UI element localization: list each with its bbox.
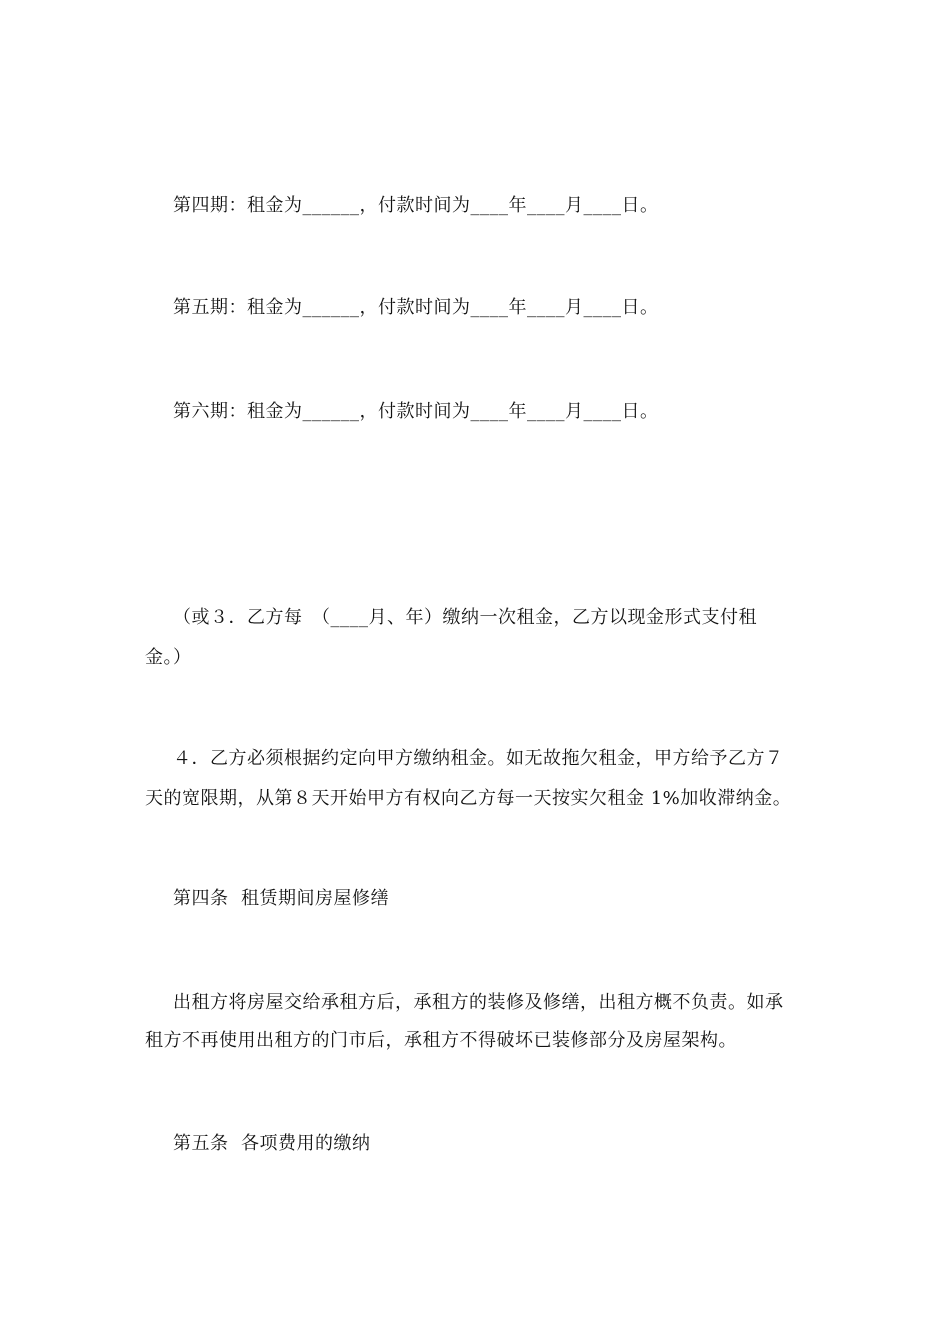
payment-period-6: 第六期：租金为______，付款时间为____年____月____日。 <box>173 401 659 422</box>
article-4-body-line-1: 出租方将房屋交给承租方后，承租方的装修及修缮，出租方概不负责。如承 <box>173 992 784 1013</box>
alt-clause-line-1: （或３．乙方每 （____月、年）缴纳一次租金，乙方以现金形式支付租 <box>173 607 757 628</box>
alt-clause-line-2: 金。） <box>145 647 192 668</box>
clause-4-line-2: 天的宽限期，从第８天开始甲方有权向乙方每一天按实欠租金 1%加收滞纳金。 <box>145 788 792 809</box>
article-4-heading: 第四条 租赁期间房屋修缮 <box>173 888 389 909</box>
clause-4-line-1: ４．乙方必须根据约定向甲方缴纳租金。如无故拖欠租金，甲方给予乙方７ <box>173 748 784 769</box>
payment-period-5: 第五期：租金为______，付款时间为____年____月____日。 <box>173 297 659 318</box>
article-5-heading: 第五条 各项费用的缴纳 <box>173 1133 371 1154</box>
article-4-body-line-2: 租方不再使用出租方的门市后，承租方不得破坏已装修部分及房屋架构。 <box>145 1030 737 1051</box>
payment-period-4: 第四期：租金为______，付款时间为____年____月____日。 <box>173 195 659 216</box>
